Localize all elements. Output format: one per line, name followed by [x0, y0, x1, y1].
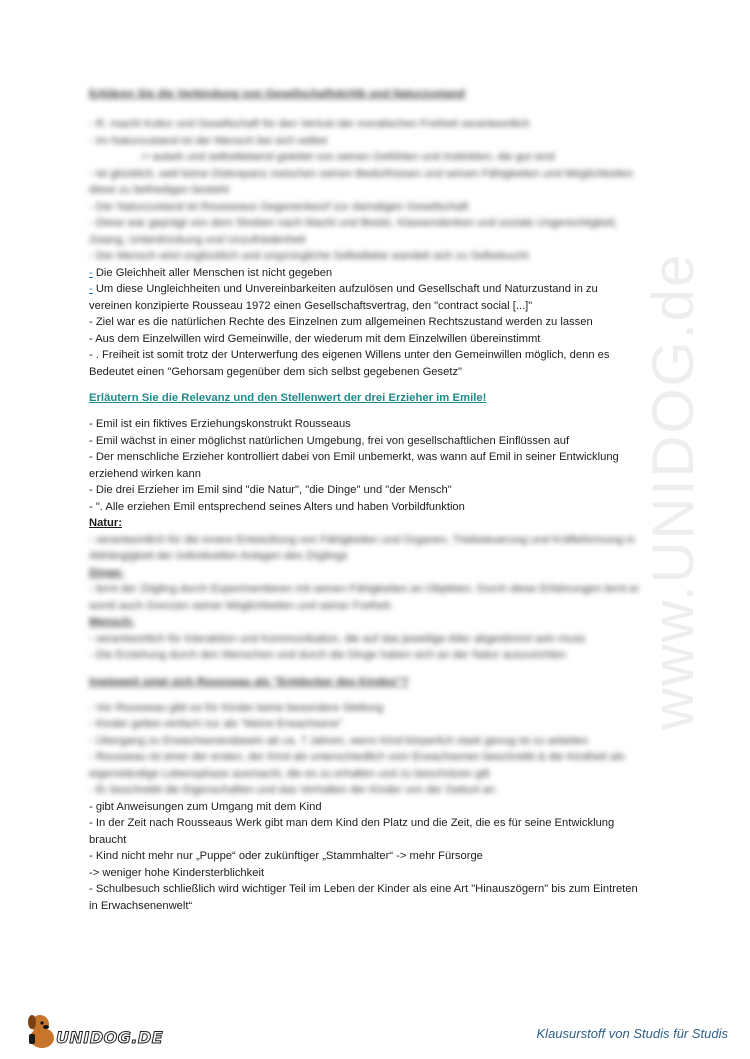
section3-blurred-block [89, 700, 679, 799]
text-line: - gibt Anweisungen zum Umgang mit dem Kind [89, 800, 322, 813]
watermark: www.UNIDOG.de [641, 252, 706, 730]
text-line: Zwang, Unterdrückung und Unzufriedenheit [89, 233, 306, 246]
text-line: somit auch Grenzen seiner Möglichkeiten und seiner Freiheit. [89, 599, 394, 612]
text-line: - In der Zeit nach Rousseaus Werk gibt man dem Kind den Platz und die Zeit, die es für seine Entwicklung [89, 817, 615, 829]
text-line: - Rousseau ist einer der ersten, der Kind als unterschiedlich vom Erwachsenen beschreibt & die Kindheit als [89, 751, 625, 763]
section1-blurred-block [89, 116, 679, 265]
text-line: - Die drei Erzieher im Emil sind "die Natur", "die Dinge" und "der Mensch" [89, 484, 452, 496]
text-line: - Diese war geprägt von dem Streben nach Macht und Besitz, Klassendenken und soziale Ungerechtigkeit, [89, 217, 618, 229]
line-text: - Ziel war es die natürlichen Rechte des Einzelnen zum allgemeinen Rechtszustand werden zu lassen [89, 316, 593, 328]
text-line [89, 364, 679, 381]
unidog-logo [22, 1010, 162, 1052]
text-line: - Im Naturzustand ist der Mensch bei sich selbst [89, 134, 328, 147]
section3-lines [89, 799, 679, 915]
section2-lines [89, 416, 679, 515]
text-line: eigenständige Lebensphase ausmacht, die es zu erhalten und zu beschützen gilt [89, 767, 490, 780]
text-line: - Kinder gelten einfach nur als "kleine Erwachsene" [89, 718, 343, 730]
text-line: diese zu befriedigen besteht [89, 184, 229, 196]
text-line: - Schulbesuch schließlich wird wichtiger Teil im Leben der Kinder als eine Art "Hinauszögern" bis zum Eintreten [89, 883, 638, 895]
line-text: vereinen konzipierte Rousseau 1972 einen Gesellschaftsvertrag, den "contract social [...]" [89, 299, 533, 312]
text-line: - Emil ist ein fiktives Erziehungskonstrukt Rousseaus [89, 418, 351, 430]
text-line: - lernt der Zögling durch Experimentieren mit seinen Fähigkeiten an Objekten. Durch diese Erfahrungen lernt er [89, 583, 640, 595]
line-text: Um diese Ungleichheiten und Unvereinbarkeiten aufzulösen und Gesellschaft und Naturzustand in zu [92, 283, 598, 295]
logo-text: UNIDOG.DE [56, 1028, 164, 1047]
text-line [89, 281, 679, 298]
text-line: braucht [89, 833, 127, 846]
section3-heading: Inwieweit zeigt sich Rousseau als "Entdecker des Kindes"? [89, 675, 409, 688]
line-text: - . Freiheit ist somit trotz der Unterwerfung des eigenen Willens unter den Gemeinwillen möglich, denn es [89, 349, 610, 361]
line-text: - Aus dem Einzelwillen wird Gemeinwille, der wiederum mit dem Einzelwillen übereinstimmt [89, 332, 541, 345]
natur-label: Natur: [89, 517, 122, 529]
text-line: - Kind nicht mehr nur „Puppe“ oder zukünftiger „Stammhalter“ -> mehr Fürsorge [89, 850, 483, 862]
text-line [89, 331, 679, 348]
text-line: - Der Mensch wird unglücklich und ursprüngliche Selbstliebe wandelt sich zu Selbstsucht [89, 250, 529, 262]
text-line: - Vor Rousseau gibt es für Kinder keine besondere Stellung [89, 701, 384, 714]
text-line: Abhängigkeit der individuellen Anlagen des Zöglings [89, 550, 348, 562]
text-line: - Übergang zu Erwachsenendasein ab ca. 7 Jahren, wenn Kind körperlich stark genug ist zu arbeiten [89, 734, 589, 747]
text-line: -> weniger hohe Kindersterblichkeit [89, 866, 265, 879]
bullet-dash: - [89, 283, 93, 295]
footer-tagline: Klausurstoff von Studis für Studis [536, 1026, 728, 1041]
text-line [89, 314, 679, 331]
document-body [89, 86, 679, 914]
text-line: - Er beschreibt die Eigenschaften und das Verhalten der Kinder von der Geburt an [89, 784, 496, 796]
text-line: Mensch: [89, 616, 135, 628]
text-line: in Erwachsenenwelt“ [89, 899, 193, 912]
section2-heading: Erläutern Sie die Relevanz und den Stellenwert der drei Erzieher im Emile! [89, 392, 487, 404]
text-line: - Der Naturzustand ist Rousseaus Gegenentwurf zur damaligen Gesellschaft [89, 200, 469, 213]
text-line: - verantwortlich für Interaktion und Kommunikation, die auf das jeweilige Alter abgestimmt sein muss [89, 632, 586, 645]
text-line [89, 265, 679, 282]
text-line: - ". Alle erziehen Emil entsprechend seines Alters und haben Vorbildfunktion [89, 500, 465, 513]
text-line: - verantwortlich für die innere Entwicklung von Fähigkeiten und Organen, Triebsteuerung und Kräfteformung in [89, 533, 636, 546]
text-line: - Emil wächst in einer möglichst natürlichen Umgebung, frei von gesellschaftlichen Einflüssen auf [89, 434, 570, 447]
section1-lines [89, 265, 679, 381]
section2-blurred-block [89, 532, 679, 664]
text-line: - R. macht Kultur und Gesellschaft für den Verlust der moralischen Freiheit verantwortlich [89, 118, 530, 130]
section1-heading: Erklären Sie die Verbindung von Gesellschaftskritik und Naturzustand [89, 88, 466, 100]
text-line: - ist glücklich, weil keine Diskrepanz zwischen seinen Bedürfnissen und seinen Fähigkeiten und Möglichkeiten [89, 167, 634, 180]
text-line: Dinge: [89, 566, 124, 579]
text-line: - Der menschliche Erzieher kontrolliert dabei von Emil unbemerkt, was wann auf Emil in seiner Entwicklung [89, 451, 619, 463]
text-line: erziehend wirken kann [89, 467, 201, 480]
line-text: Bedeutet einen "Gehorsam gegenüber dem sich selbst gegebenen Gesetz" [89, 365, 463, 378]
line-text: Die Gleichheit aller Menschen ist nicht gegeben [92, 266, 333, 279]
text-line: -> autark und selbstliebend geleitet von seinen Gefühlen und Instinkten, die gut sind [139, 151, 555, 163]
text-line [89, 298, 679, 315]
bullet-dash: - [89, 266, 93, 279]
text-line: - Die Erziehung durch den Menschen und durch die Dinge haben sich an der Natur auszurichten [89, 649, 566, 661]
text-line [89, 347, 679, 364]
